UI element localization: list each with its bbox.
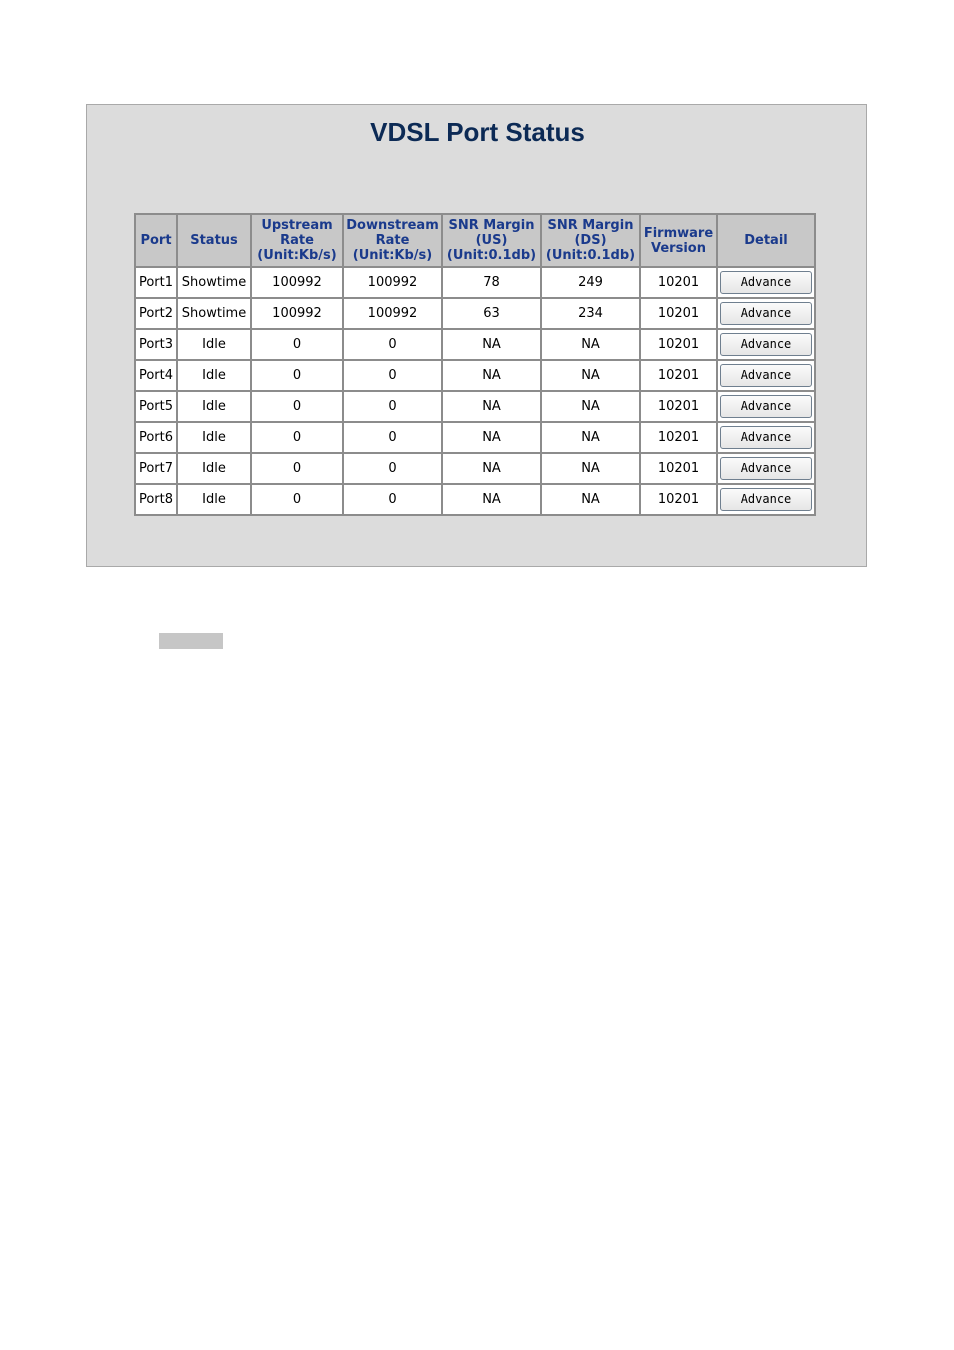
cell-port: Port4 [135,360,177,391]
cell-status: Idle [177,391,251,422]
header-snr-ds-line2: (DS) [574,233,607,248]
cell-snr-ds: NA [541,422,640,453]
table-row [135,267,815,298]
cell-upstream-rate: 100992 [251,267,343,298]
advance-button-port2[interactable]: Advance [720,302,812,325]
header-downstream-line1: Downstream [346,218,439,233]
cell-port: Port2 [135,298,177,329]
cell-detail [717,422,815,453]
cell-firmware: 10201 [640,267,717,298]
cell-downstream-rate: 0 [343,360,442,391]
cell-status: Idle [177,484,251,515]
cell-snr-us: NA [442,453,541,484]
header-downstream-line2: Rate [375,233,410,248]
header-downstream-rate [343,214,442,267]
cell-status: Idle [177,329,251,360]
cell-snr-ds: 234 [541,298,640,329]
cell-snr-ds: NA [541,360,640,391]
cell-firmware: 10201 [640,360,717,391]
header-upstream-line2: Rate [280,233,314,248]
header-detail: Detail [717,214,815,267]
cell-port: Port1 [135,267,177,298]
cell-detail [717,360,815,391]
header-firmware-line1: Firmware [643,225,714,241]
cell-upstream-rate: 0 [251,453,343,484]
cell-detail [717,267,815,298]
cell-snr-us: NA [442,391,541,422]
advance-button-port5[interactable]: Advance [720,395,812,418]
cell-status: Showtime [177,267,251,298]
cell-detail [717,298,815,329]
gray-placeholder-bar [159,633,223,649]
table-row [135,329,815,360]
advance-button-port1[interactable]: Advance [720,271,812,294]
cell-port: Port6 [135,422,177,453]
header-snr-us [442,214,541,267]
header-snr-us-line1: SNR Margin [448,218,535,233]
cell-status: Idle [177,422,251,453]
table-row [135,360,815,391]
cell-snr-us: NA [442,484,541,515]
cell-firmware: 10201 [640,453,717,484]
table-row [135,391,815,422]
advance-button-port8[interactable]: Advance [720,488,812,511]
header-status: Status [177,214,251,267]
cell-downstream-rate: 0 [343,422,442,453]
cell-upstream-rate: 0 [251,422,343,453]
cell-snr-us: NA [442,360,541,391]
header-snr-ds-line1: SNR Margin [547,218,634,233]
header-firmware-line2: Version [651,240,706,256]
cell-downstream-rate: 0 [343,329,442,360]
cell-port: Port3 [135,329,177,360]
header-snr-ds [541,214,640,267]
cell-detail [717,329,815,360]
cell-snr-us: NA [442,422,541,453]
cell-firmware: 10201 [640,484,717,515]
header-upstream-unit: (Unit:Kb/s) [257,248,337,263]
header-upstream-rate [251,214,343,267]
cell-firmware: 10201 [640,391,717,422]
advance-button-port6[interactable]: Advance [720,426,812,449]
cell-downstream-rate: 0 [343,453,442,484]
cell-detail [717,484,815,515]
cell-firmware: 10201 [640,298,717,329]
cell-snr-ds: NA [541,453,640,484]
table-row [135,422,815,453]
table-row [135,484,815,515]
header-snr-us-unit: (Unit:0.1db) [446,248,537,263]
header-upstream-line1: Upstream [261,218,333,233]
cell-upstream-rate: 0 [251,360,343,391]
header-snr-us-line2: (US) [475,233,508,248]
cell-firmware: 10201 [640,329,717,360]
cell-downstream-rate: 100992 [343,267,442,298]
header-snr-ds-unit: (Unit:0.1db) [545,248,636,263]
header-port: Port [135,214,177,267]
cell-snr-us: 63 [442,298,541,329]
table-header-row [135,214,815,267]
cell-snr-ds: NA [541,329,640,360]
header-downstream-unit: (Unit:Kb/s) [352,248,433,263]
cell-detail [717,453,815,484]
cell-firmware: 10201 [640,422,717,453]
cell-snr-us: NA [442,329,541,360]
port-status-table [134,213,816,516]
cell-snr-ds: 249 [541,267,640,298]
cell-status: Idle [177,453,251,484]
cell-upstream-rate: 0 [251,329,343,360]
vdsl-status-panel [86,104,867,567]
cell-upstream-rate: 100992 [251,298,343,329]
page-title: VDSL Port Status [370,117,585,147]
cell-snr-ds: NA [541,484,640,515]
table-row [135,453,815,484]
cell-downstream-rate: 100992 [343,298,442,329]
cell-upstream-rate: 0 [251,391,343,422]
advance-button-port4[interactable]: Advance [720,364,812,387]
cell-snr-ds: NA [541,391,640,422]
cell-port: Port5 [135,391,177,422]
header-firmware-version [640,214,717,267]
table-row [135,298,815,329]
advance-button-port7[interactable]: Advance [720,457,812,480]
cell-snr-us: 78 [442,267,541,298]
cell-downstream-rate: 0 [343,391,442,422]
cell-status: Showtime [177,298,251,329]
cell-downstream-rate: 0 [343,484,442,515]
cell-port: Port7 [135,453,177,484]
cell-upstream-rate: 0 [251,484,343,515]
advance-button-port3[interactable]: Advance [720,333,812,356]
cell-port: Port8 [135,484,177,515]
cell-status: Idle [177,360,251,391]
cell-detail [717,391,815,422]
